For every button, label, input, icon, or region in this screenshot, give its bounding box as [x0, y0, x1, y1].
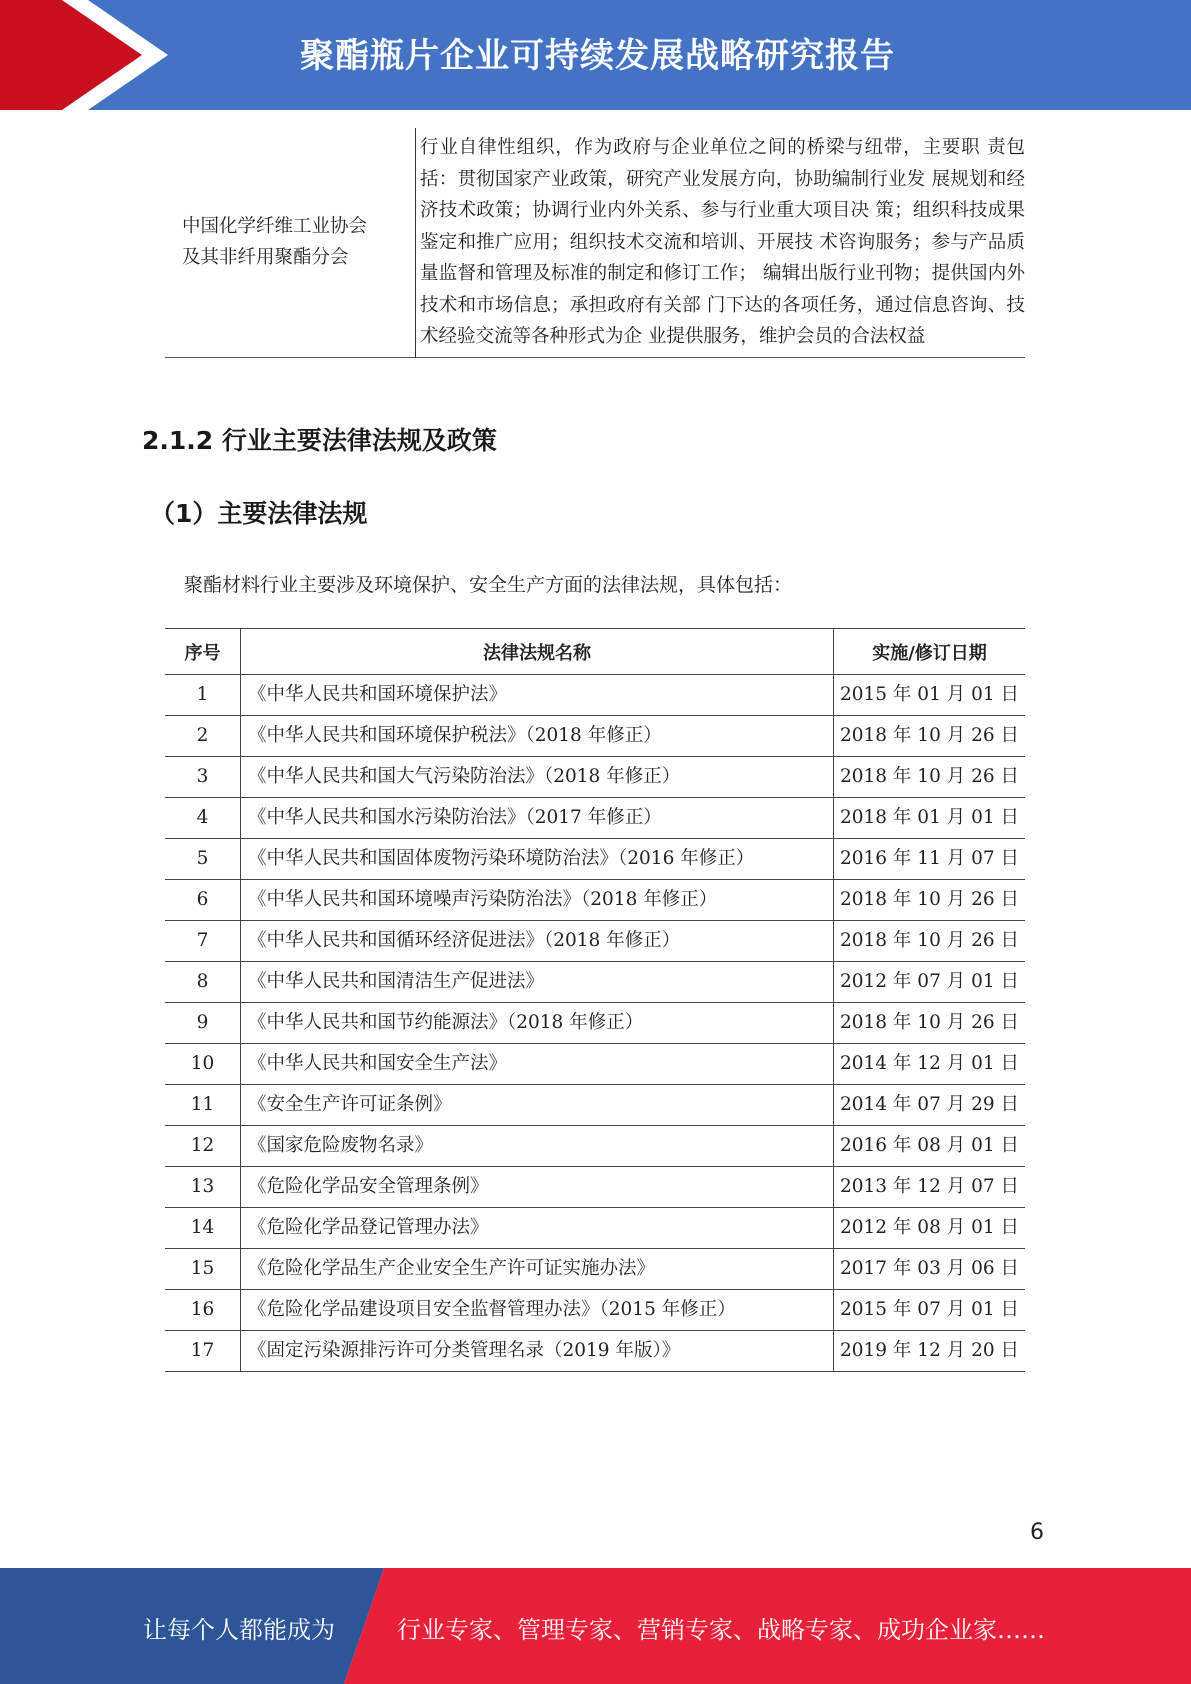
law-name: 《危险化学品生产企业安全生产许可证实施办法》	[241, 1249, 834, 1290]
law-name: 《中华人民共和国大气污染防治法》（2018 年修正）	[241, 757, 834, 798]
effective-date: 2017 年 03 月 06 日	[839, 1257, 1020, 1279]
table-row	[165, 1331, 1025, 1372]
footer-banner	[0, 1568, 1191, 1684]
law-table	[165, 628, 1025, 1372]
effective-date: 2018 年 01 月 01 日	[839, 806, 1020, 828]
effective-date: 2018 年 10 月 26 日	[839, 765, 1020, 787]
row-number: 12	[165, 1126, 241, 1167]
table-row	[165, 880, 1025, 921]
header-name: 法律法规名称	[241, 629, 834, 675]
effective-date: 2012 年 07 月 01 日	[839, 970, 1020, 992]
law-name: 《国家危险废物名录》	[241, 1126, 834, 1167]
row-number: 14	[165, 1208, 241, 1249]
row-number: 11	[165, 1085, 241, 1126]
section-heading: 2.1.2 行业主要法律法规及政策	[142, 426, 497, 455]
intro-paragraph: 聚酯材料行业主要涉及环境保护、安全生产方面的法律法规，具体包括：	[184, 574, 793, 596]
row-number: 9	[165, 1003, 241, 1044]
table-row	[165, 839, 1025, 880]
law-name: 《中华人民共和国循环经济促进法》（2018 年修正）	[241, 921, 834, 962]
law-name: 《危险化学品建设项目安全监督管理办法》（2015 年修正）	[241, 1290, 834, 1331]
row-number: 1	[165, 675, 241, 716]
row-number: 17	[165, 1331, 241, 1372]
row-number: 8	[165, 962, 241, 1003]
org-table	[165, 128, 1025, 358]
row-number: 4	[165, 798, 241, 839]
table-row	[165, 1085, 1025, 1126]
table-row	[165, 798, 1025, 839]
row-number: 13	[165, 1167, 241, 1208]
law-name: 《固定污染源排污许可分类管理名录（2019 年版）》	[241, 1331, 834, 1372]
footer-slogan-left: 让每个人都能成为	[143, 1616, 335, 1644]
effective-date: 2018 年 10 月 26 日	[839, 888, 1020, 910]
table-row	[165, 1208, 1025, 1249]
subsection-heading: （1）主要法律法规	[150, 499, 368, 528]
row-number: 7	[165, 921, 241, 962]
table-row	[165, 1167, 1025, 1208]
effective-date: 2014 年 07 月 29 日	[839, 1093, 1020, 1115]
table-row	[165, 921, 1025, 962]
table-row	[165, 1126, 1025, 1167]
row-number: 15	[165, 1249, 241, 1290]
table-row	[165, 1290, 1025, 1331]
law-name: 《危险化学品登记管理办法》	[241, 1208, 834, 1249]
law-name: 《中华人民共和国安全生产法》	[241, 1044, 834, 1085]
table-row	[165, 1003, 1025, 1044]
law-name: 《中华人民共和国固体废物污染环境防治法》（2016 年修正）	[241, 839, 834, 880]
law-name: 《中华人民共和国环境保护税法》（2018 年修正）	[241, 716, 834, 757]
org-name-line: 及其非纤用聚酯分会	[182, 247, 349, 269]
table-row	[165, 128, 1025, 357]
effective-date: 2018 年 10 月 26 日	[839, 724, 1020, 746]
table-row	[165, 675, 1025, 716]
row-number: 3	[165, 757, 241, 798]
header-no: 序号	[165, 629, 241, 675]
effective-date: 2018 年 10 月 26 日	[839, 1011, 1020, 1033]
effective-date: 2014 年 12 月 01 日	[839, 1052, 1020, 1074]
effective-date: 2016 年 08 月 01 日	[839, 1134, 1020, 1156]
law-name: 《中华人民共和国节约能源法》（2018 年修正）	[241, 1003, 834, 1044]
law-table-body	[165, 675, 1025, 1372]
table-row	[165, 757, 1025, 798]
table-row	[165, 1249, 1025, 1290]
effective-date: 2015 年 07 月 01 日	[839, 1298, 1020, 1320]
law-name: 《安全生产许可证条例》	[241, 1085, 834, 1126]
effective-date: 2013 年 12 月 07 日	[839, 1175, 1020, 1197]
org-name-line: 中国化学纤维工业协会	[182, 215, 368, 237]
effective-date: 2019 年 12 月 20 日	[839, 1339, 1020, 1361]
effective-date: 2015 年 01 月 01 日	[839, 683, 1020, 705]
law-name: 《危险化学品安全管理条例》	[241, 1167, 834, 1208]
header-banner	[0, 0, 1191, 110]
org-name-cell	[165, 128, 416, 357]
table-header-row	[165, 629, 1025, 675]
row-number: 5	[165, 839, 241, 880]
table-row	[165, 962, 1025, 1003]
header-date: 实施/修订日期	[872, 642, 987, 664]
page-number: 6	[1030, 1520, 1044, 1545]
table-row	[165, 716, 1025, 757]
org-description: 行业自律性组织，作为政府与企业单位之间的桥梁与纽带，主要职 责包括：贯彻国家产业政策，研究产业发展方向，协助编制行业发 展规划和经济技术政策；协调行业内外关系、参与行业重大项目决 策；组织科技成果鉴定和推广应用；组织技术交流和培训、开展技 术咨询服务；参与产品质量监督和管理及标准的制定和修订工作； 编辑出版行业刊物；提供国内外技术和市场信息；承担政府有关部 门下达的各项任务，通过信息咨询、技术经验交流等各种形式为企 业提供服务，维护会员的合法权益	[416, 128, 1026, 357]
row-number: 10	[165, 1044, 241, 1085]
row-number: 16	[165, 1290, 241, 1331]
footer-slogan-right: 行业专家、管理专家、营销专家、战略专家、成功企业家……	[397, 1616, 1045, 1644]
effective-date: 2012 年 08 月 01 日	[839, 1216, 1020, 1238]
law-name: 《中华人民共和国环境保护法》	[241, 675, 834, 716]
law-name: 《中华人民共和国水污染防治法》（2017 年修正）	[241, 798, 834, 839]
row-number: 6	[165, 880, 241, 921]
effective-date: 2018 年 10 月 26 日	[839, 929, 1020, 951]
row-number: 2	[165, 716, 241, 757]
law-name: 《中华人民共和国环境噪声污染防治法》（2018 年修正）	[241, 880, 834, 921]
table-row	[165, 1044, 1025, 1085]
report-title: 聚酯瓶片企业可持续发展战略研究报告	[300, 36, 895, 76]
law-name: 《中华人民共和国清洁生产促进法》	[241, 962, 834, 1003]
effective-date: 2016 年 11 月 07 日	[839, 847, 1020, 869]
